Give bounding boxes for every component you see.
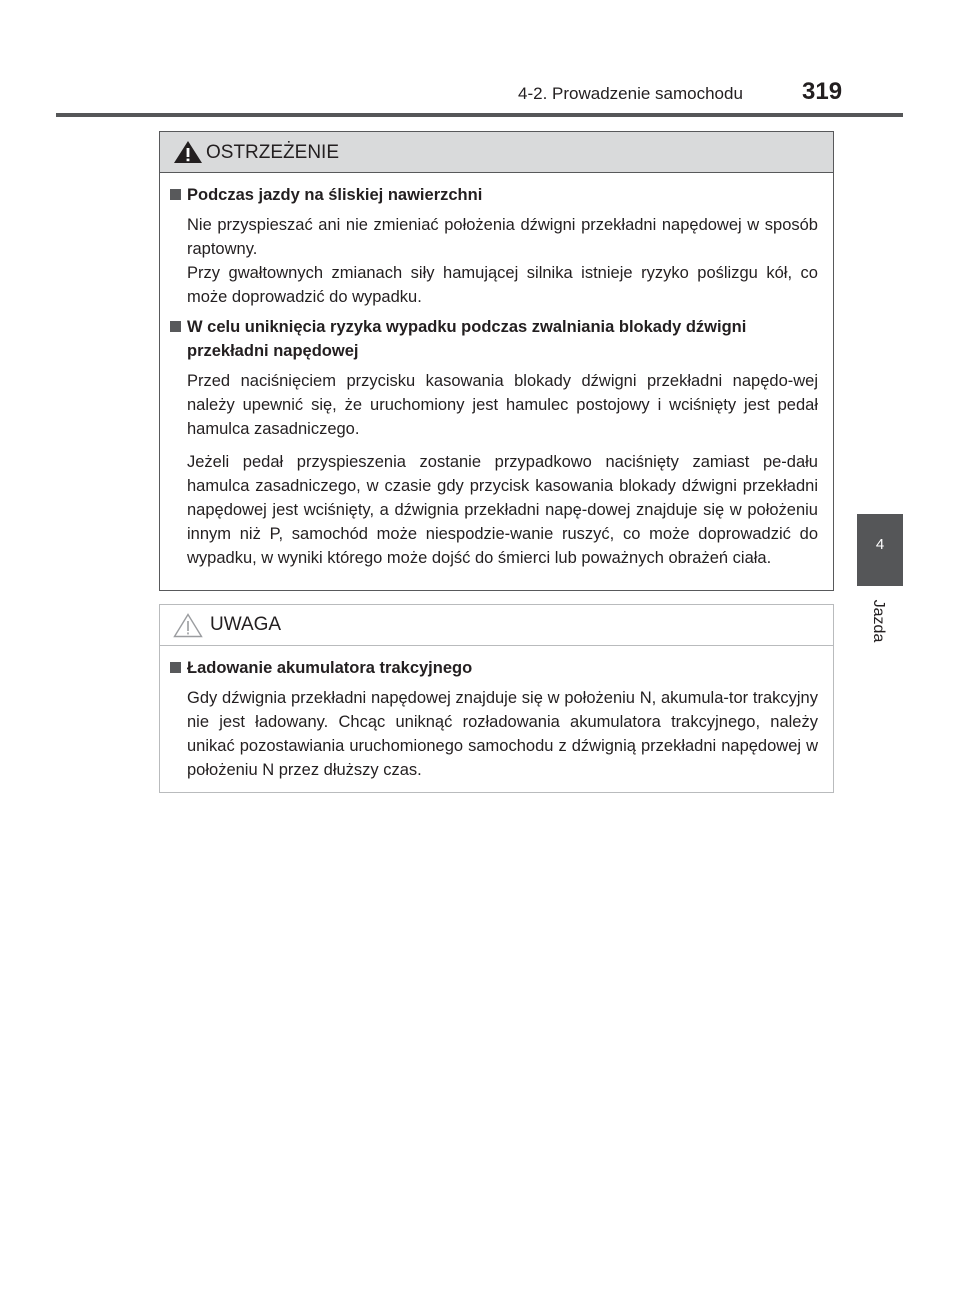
warning-box-title: OSTRZEŻENIE xyxy=(206,142,340,163)
chapter-number: 4 xyxy=(875,536,885,553)
warning-triangle-filled-icon xyxy=(173,140,203,164)
paragraph: Przy gwałtownych zmianach siły hamującej silnika istnieje ryzyko poślizgu kół, co może doprowadzić do wypadku. xyxy=(187,264,818,306)
notice-box-header xyxy=(160,605,833,646)
chapter-label: Jazda xyxy=(870,599,887,643)
page-number: 319 xyxy=(802,78,843,105)
chapter-label-vertical xyxy=(868,592,888,652)
square-bullet-icon xyxy=(170,662,181,673)
section-heading-text: Podczas jazdy na śliskiej nawierzchni xyxy=(187,186,483,204)
paragraph: Przed naciśnięciem przycisku kasowania blokady dźwigni przekładni napędo-wej należy upewnić się, że uruchomiony jest hamulec postojowy i wciśnięty jest pedał hamulca zasadniczego. xyxy=(187,372,818,438)
paragraph: Nie przyspieszać ani nie zmieniać położenia dźwigni przekładni napędowej w sposób raptowny. xyxy=(187,216,818,258)
chapter-tab xyxy=(857,514,903,586)
header-rule xyxy=(56,113,903,117)
section-heading-text: W celu uniknięcia ryzyka wypadku podczas zwalniania blokady dźwigni przekładni napędowej xyxy=(187,318,747,360)
square-bullet-icon xyxy=(170,321,181,332)
section-heading xyxy=(170,656,818,680)
warning-box-header xyxy=(160,132,833,173)
section-heading xyxy=(170,315,818,363)
notice-box-body xyxy=(160,646,833,782)
caution-triangle-outline-icon xyxy=(173,613,203,638)
square-bullet-icon xyxy=(170,189,181,200)
paragraph: Jeżeli pedał przyspieszenia zostanie przypadkowo naciśnięty zamiast pe-dału hamulca zasadniczego, w czasie gdy przycisk kasowania blokady dźwigni przekładni napędowej jest wciśnięty, a dźwignia przekładni napę-dowej znajduje się w położeniu innym niż P, samochód może niespodzie-wanie ruszyć, co może doprowadzić do wypadku, w wyniki którego może dojść do śmierci lub poważnych obrażeń ciała. xyxy=(187,453,818,567)
section-heading xyxy=(170,183,818,207)
warning-box-body xyxy=(160,173,833,570)
header-section-title: 4-2. Prowadzenie samochodu xyxy=(518,84,743,103)
warning-box xyxy=(159,131,834,591)
paragraph: Gdy dźwignia przekładni napędowej znajduje się w położeniu N, akumula-tor trakcyjny nie jest ładowany. Chcąc uniknąć rozładowania akumulatora trakcyjnego, należy unikać pozostawiania uruchomionego samochodu z dźwignią przekładni napędowej w położeniu N przez dłuższy czas. xyxy=(187,689,818,779)
section-heading-text: Ładowanie akumulatora trakcyjnego xyxy=(187,659,473,677)
notice-box xyxy=(159,604,834,793)
notice-box-title: UWAGA xyxy=(210,614,282,635)
